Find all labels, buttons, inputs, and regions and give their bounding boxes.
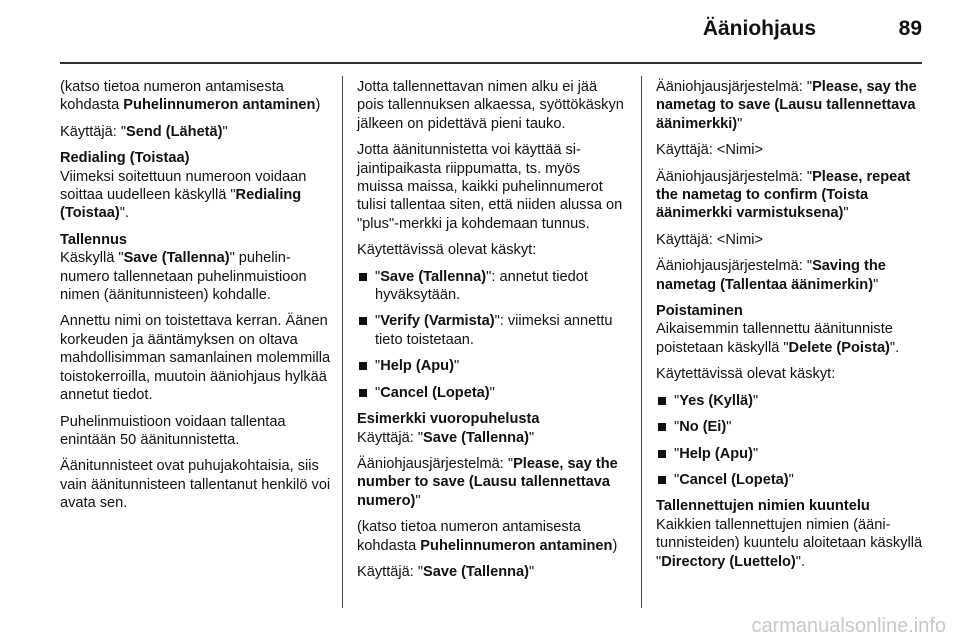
bullet-icon xyxy=(359,317,367,325)
section-heading-listen: Tallennettujen nimien kuuntelu xyxy=(656,498,870,515)
paragraph: Aikaisemmin tallennettu äänitunniste poistetaan käskyllä "Delete (Poista)". xyxy=(656,321,900,356)
paragraph: Viimeksi soitettuun numeroon voidaan soittaa uudelleen käskyllä "Redialing (Toistaa)". xyxy=(60,168,307,222)
command-list xyxy=(656,392,928,490)
bullet-icon xyxy=(658,397,666,405)
paragraph: Käyttäjä: <Nimi> xyxy=(656,142,764,159)
paragraph: Jotta äänitunnistetta voi käyttää sijaintipaikasta riippumatta, ts. myös muissa maissa, kaikki puhelinnumerot tulisi tallentaa siten, että niiden alussa on "plus"-merkki ja kohdemaan tunnus. xyxy=(357,142,623,232)
page-header xyxy=(60,0,922,64)
column-divider xyxy=(342,76,343,608)
list-item: "Help (Apu)" xyxy=(357,357,627,375)
command-list xyxy=(357,268,627,402)
paragraph: Käytettävissä olevat käskyt: xyxy=(656,366,836,383)
watermark: carmanualsonline.info xyxy=(751,615,946,637)
list-item: "No (Ei)" xyxy=(656,418,928,436)
bullet-icon xyxy=(658,450,666,458)
bullet-icon xyxy=(658,423,666,431)
section-heading-save: Tallennus xyxy=(60,231,128,248)
list-item: "Cancel (Lopeta)" xyxy=(357,384,627,402)
list-item: "Verify (Varmista)": viimeksi annettu tieto toistetaan. xyxy=(357,312,627,349)
bullet-icon xyxy=(359,389,367,397)
bullet-icon xyxy=(359,273,367,281)
section-heading-delete: Poistaminen xyxy=(656,303,743,320)
paragraph: Äänitunnisteet ovat puhujakohtaisia, siis vain äänitunnisteen tallentanut henkilö voi avata sen. xyxy=(60,458,331,512)
page-title: Ääniohjaus xyxy=(702,17,816,40)
list-item: "Help (Apu)" xyxy=(656,445,928,463)
text-column-1 xyxy=(60,78,332,521)
bullet-icon xyxy=(359,362,367,370)
paragraph: Käyttäjä: <Nimi> xyxy=(656,231,764,248)
paragraph: (katso tietoa numeron antamisesta kohdasta Puhelinnumeron antaminen) xyxy=(357,519,618,554)
paragraph: Kaikkien tallennettujen nimien (äänitunnisteiden) kuuntelu aloitetaan käskyllä "Directory (Luettelo)". xyxy=(656,516,923,570)
text-column-2 xyxy=(357,78,627,589)
paragraph: Jotta tallennettavan nimen alku ei jää pois tallennuksen alkaessa, syöttökäskyn jälkeen on pidettävä pieni tauko. xyxy=(357,79,624,132)
paragraph: Ääniohjausjärjestelmä: "Please, repeat the nametag to confirm (Toista äänimerkki varmistuksena)" xyxy=(656,168,911,222)
paragraph: Puhelinmuistioon voidaan tallentaa enintään 50 äänitunnistetta. xyxy=(60,413,286,448)
paragraph: Käytettävissä olevat käskyt: xyxy=(357,242,537,259)
section-heading-example: Esimerkki vuoropuhelusta xyxy=(357,411,540,428)
bullet-icon xyxy=(658,476,666,484)
paragraph: Käyttäjä: "Send (Lähetä)" xyxy=(60,123,228,140)
list-item: "Save (Tallenna)": annetut tiedot hyväksytään. xyxy=(357,268,627,305)
page-number: 89 xyxy=(898,17,922,40)
list-item: "Yes (Kyllä)" xyxy=(656,392,928,410)
paragraph: Ääniohjausjärjestelmä: "Please, say the number to save (Lausu tallennettava numero)" xyxy=(357,455,618,509)
list-item: "Cancel (Lopeta)" xyxy=(656,471,928,489)
column-divider xyxy=(641,76,642,608)
paragraph: (katso tietoa numeron antamisesta kohdasta Puhelinnumeron antaminen) xyxy=(60,79,321,114)
paragraph: Annettu nimi on toistettava kerran. Äänen korkeuden ja ääntämyksen on oltava mahdollisimman samanlainen molemmilla toistokerroilla, muutoin ääniohjaus hylkää annetut tiedot. xyxy=(60,313,331,404)
text-column-3 xyxy=(656,78,928,579)
paragraph: Käskyllä "Save (Tallenna)" puhelinnumero tallennetaan puhelinmuistioon nimen (äänitunnisteen) kohdalle. xyxy=(60,250,307,304)
paragraph: Ääniohjausjärjestelmä: "Please, say the nametag to save (Lausu tallennettava äänimerkki)" xyxy=(656,79,917,132)
paragraph: Käyttäjä: "Save (Tallenna)" xyxy=(357,429,535,446)
paragraph: Käyttäjä: "Save (Tallenna)" xyxy=(357,563,535,580)
paragraph: Ääniohjausjärjestelmä: "Saving the nametag (Tallentaa äänimerkin)" xyxy=(656,258,886,293)
section-heading-redialing: Redialing (Toistaa) xyxy=(60,150,190,167)
